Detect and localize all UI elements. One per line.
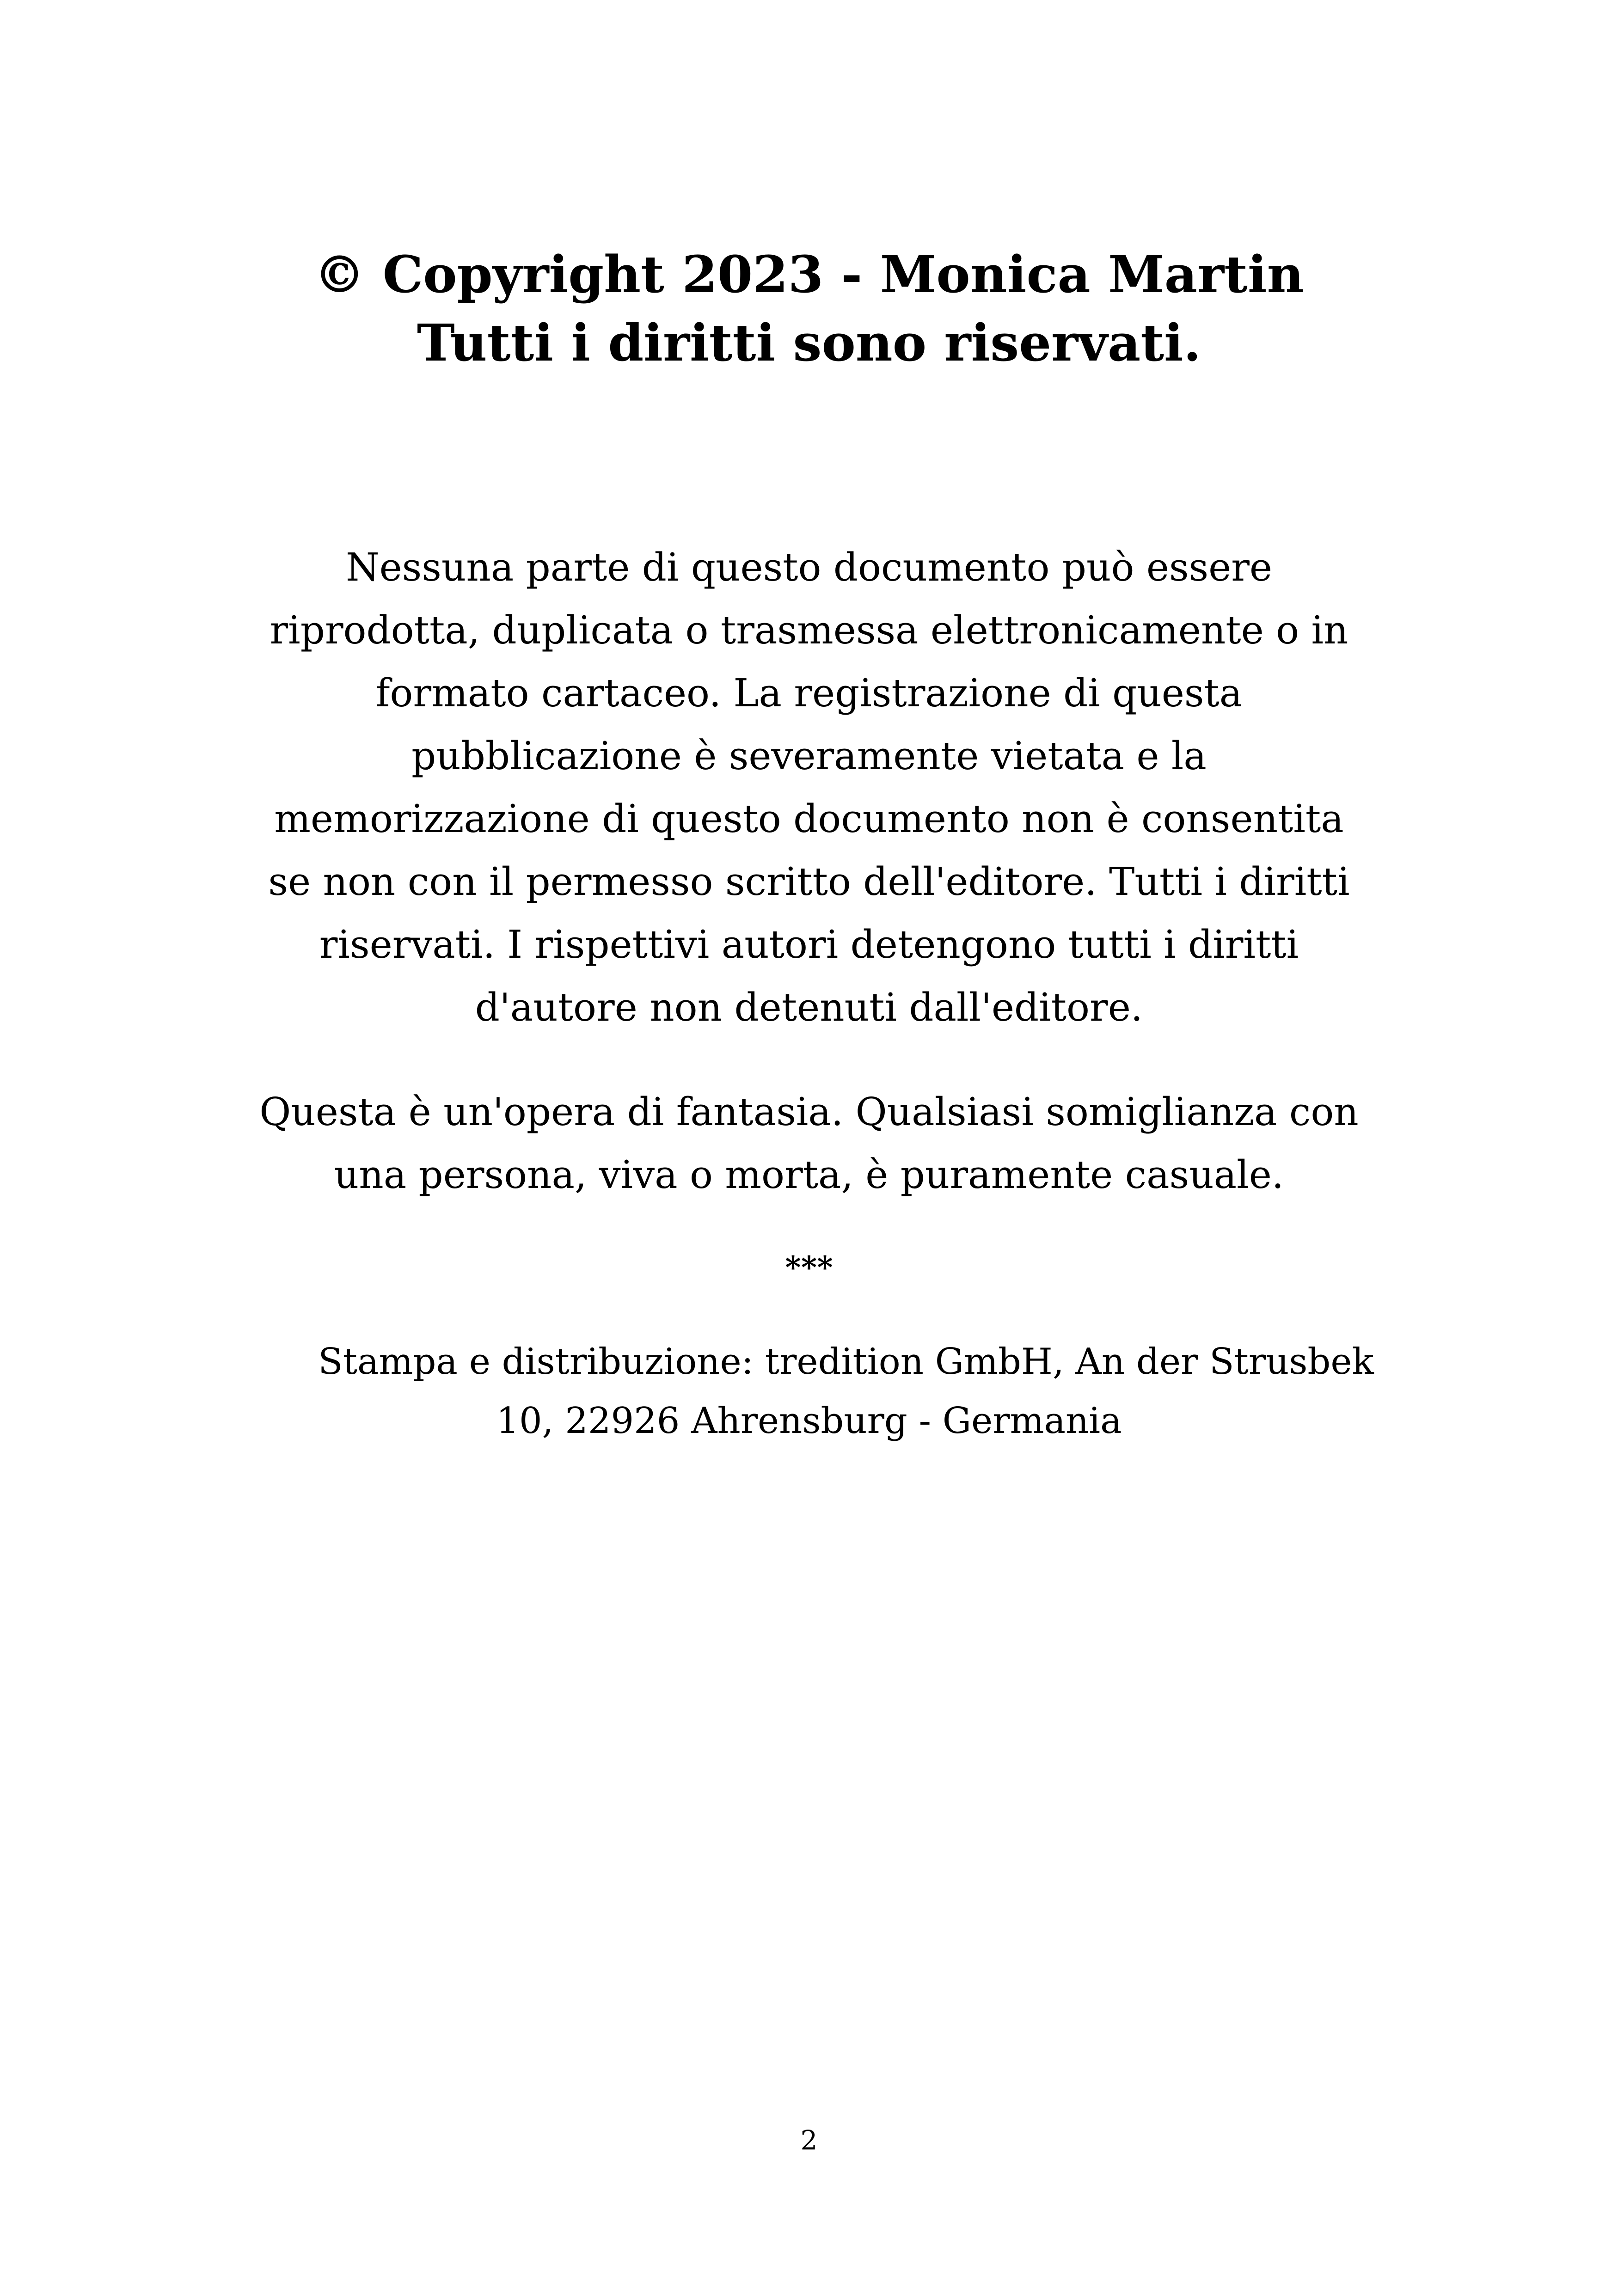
printer-info: [0, 1332, 1618, 1451]
page-number: 2: [800, 2125, 818, 2156]
paragraph-line: memorizzazione di questo documento non è consentita: [274, 796, 1344, 841]
reproduction-notice-paragraph: [0, 536, 1618, 1039]
paragraph-line: Nessuna parte di questo documento può essere: [345, 545, 1273, 590]
paragraph-line: se non con il permesso scritto dell'editore. Tutti i diritti: [268, 859, 1350, 904]
paragraph-line: riservati. I rispettivi autori detengono tutti i diritti: [319, 922, 1299, 967]
printer-info-line: 10, 22926 Ahrensburg - Germania: [496, 1400, 1122, 1442]
paragraph-line: una persona, viva o morta, è puramente casuale.: [334, 1152, 1284, 1197]
copyright-heading: [0, 240, 1618, 377]
fiction-disclaimer-paragraph: [0, 1081, 1618, 1206]
section-separator: ***: [785, 1249, 833, 1286]
paragraph-line: formato cartaceo. La registrazione di questa: [375, 671, 1243, 716]
printer-info-line: Stampa e distribuzione: tredition GmbH, An der Strusbek: [318, 1341, 1374, 1383]
paragraph-line: pubblicazione è severamente vietata e la: [411, 734, 1207, 778]
paragraph-line: d'autore non detenuti dall'editore.: [475, 985, 1143, 1030]
copyright-title-line: © Copyright 2023 - Monica Martin: [314, 245, 1304, 304]
rights-reserved-title-line: Tutti i diritti sono riservati.: [417, 313, 1201, 373]
paragraph-line: Questa è un'opera di fantasia. Qualsiasi somiglianza con: [259, 1090, 1359, 1134]
legal-notice: [0, 536, 1618, 1451]
paragraph-line: riprodotta, duplicata o trasmessa elettronicamente o in: [270, 608, 1348, 653]
